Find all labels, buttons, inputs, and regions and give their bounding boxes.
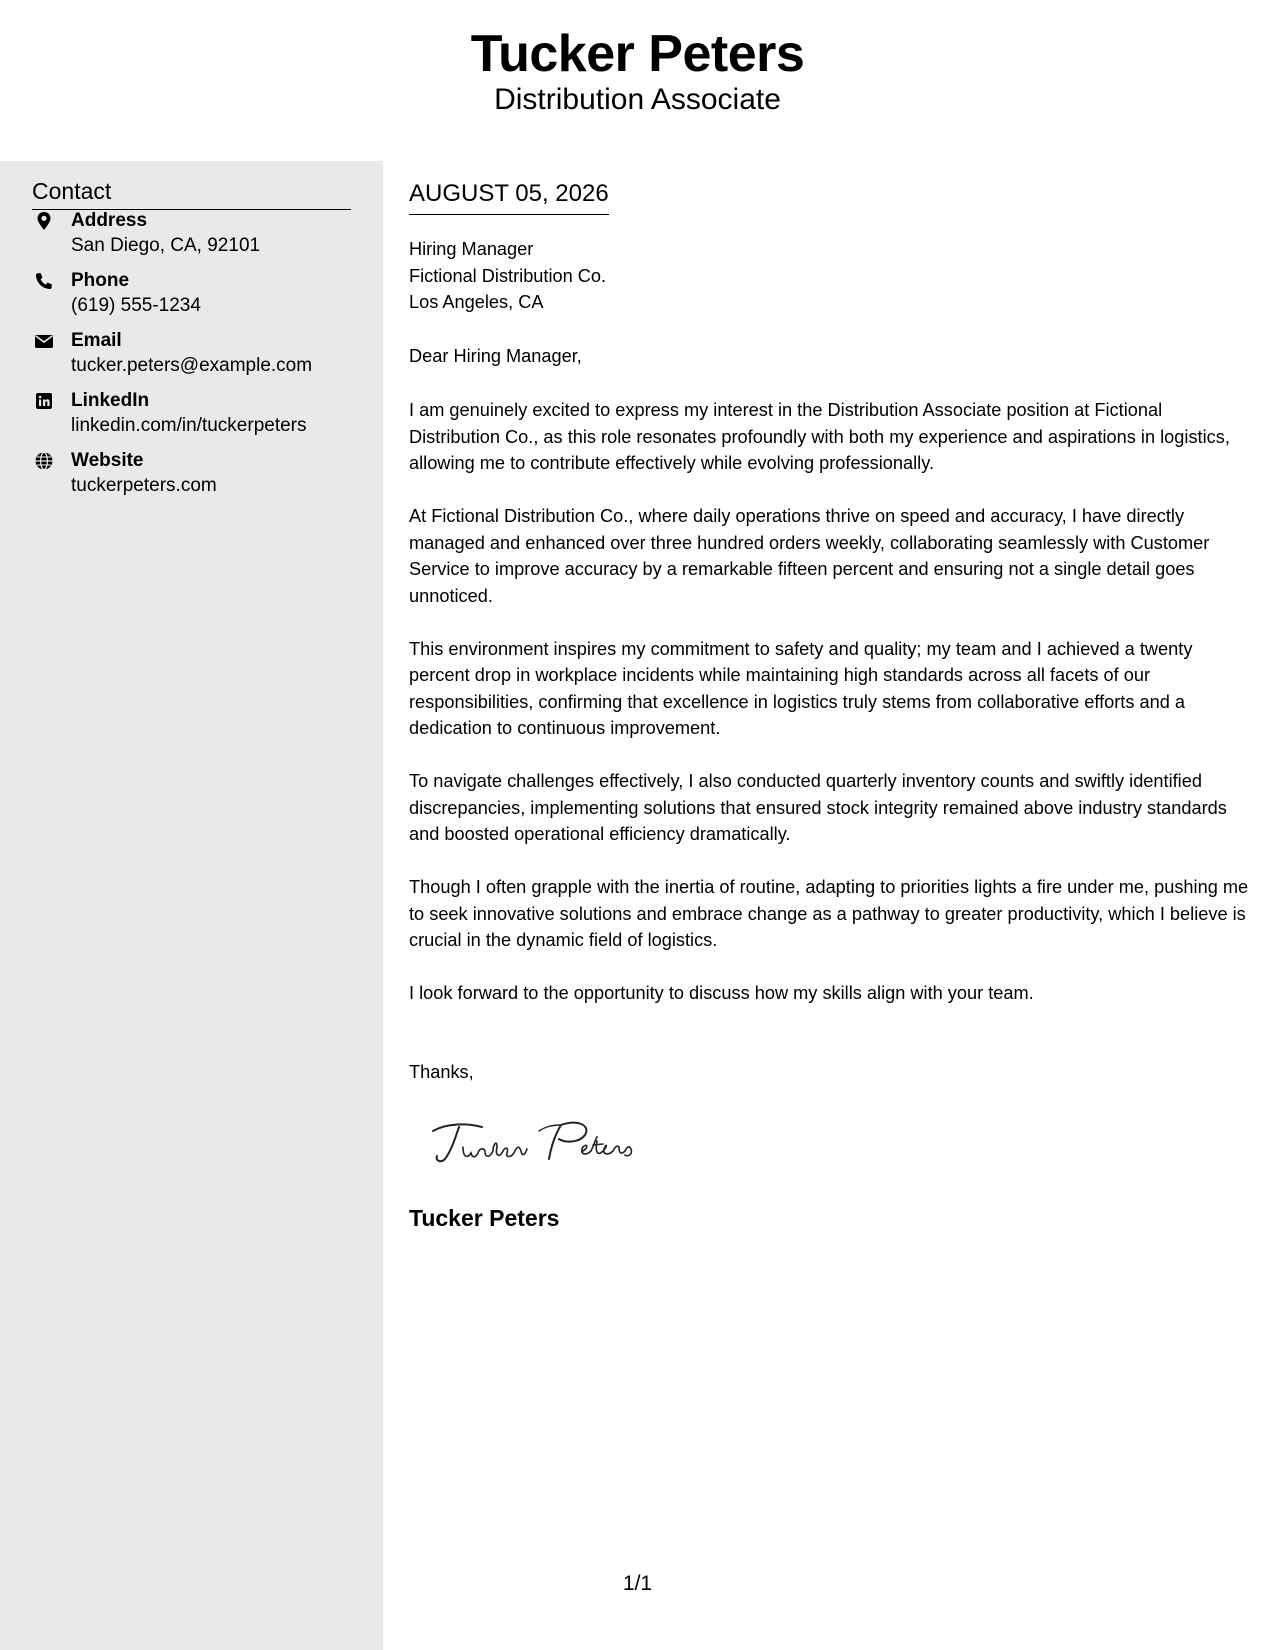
applicant-name: Tucker Peters bbox=[470, 25, 805, 83]
recipient-line: Los Angeles, CA bbox=[409, 292, 544, 312]
contact-value: San Diego, CA, 92101 bbox=[71, 235, 261, 256]
contact-label: LinkedIn bbox=[71, 390, 150, 411]
letter-header bbox=[0, 0, 1275, 161]
contact-item-email bbox=[32, 329, 372, 381]
recipient-line: Fictional Distribution Co. bbox=[409, 265, 607, 286]
closing: Thanks, bbox=[409, 1062, 474, 1082]
contact-item-phone bbox=[32, 269, 372, 321]
body-paragraphs bbox=[409, 397, 1255, 1033]
body-paragraph: I look forward to the opportunity to discuss how my skills align with your team. bbox=[409, 983, 1034, 1003]
contact-item-address bbox=[32, 209, 372, 261]
phone-icon bbox=[34, 271, 54, 291]
body-paragraph: Though I often grapple with the inertia of routine, adapting to priorities lights a fire under me, pushing me to seek innovative solutions and embrace change as a pathway to greater productivity, which I believe is crucial in the dynamic field of logistics. bbox=[409, 877, 1249, 950]
contact-label: Phone bbox=[71, 270, 130, 291]
letter-date: AUGUST 05, 2026 bbox=[409, 179, 609, 215]
contact-sidebar bbox=[0, 161, 383, 1650]
linkedin-icon bbox=[34, 391, 54, 411]
contact-item-website bbox=[32, 449, 372, 501]
envelope-icon bbox=[34, 331, 54, 351]
map-pin-icon bbox=[34, 211, 54, 231]
contact-label: Address bbox=[71, 210, 148, 231]
body-paragraph: At Fictional Distribution Co., where daily operations thrive on speed and accuracy, I have directly managed and enhanced over three hundred orders weekly, collaborating seamlessly with Customer Service to improve accuracy by a remarkable fifteen percent and ensuring not a single detail goes unnoticed. bbox=[409, 506, 1210, 606]
contact-value[interactable]: tuckerpeters.com bbox=[71, 475, 217, 496]
body-paragraph: This environment inspires my commitment to safety and quality; my team and I achieved a twenty percent drop in workplace incidents while maintaining high standards across all facets of our responsibilities, confirming that excellence in logistics truly stems from collaborative efforts and a dedication to continuous improvement. bbox=[409, 638, 1193, 738]
contact-label: Email bbox=[71, 330, 122, 351]
contact-item-linkedin bbox=[32, 389, 372, 441]
contact-heading: Contact bbox=[32, 175, 351, 210]
recipient-block bbox=[409, 236, 1255, 316]
body-paragraph: I am genuinely excited to express my interest in the Distribution Associate position at Fictional Distribution Co., as this role resonates profoundly with both my experience and aspirations in logistics, allowing me to contribute effectively while evolving professionally. bbox=[409, 400, 1230, 473]
body-paragraph: To navigate challenges effectively, I also conducted quarterly inventory counts and swiftly identified discrepancies, implementing solutions that ensured stock integrity remained above industry standards and boosted operational efficiency dramatically. bbox=[409, 771, 1227, 844]
handwritten-signature bbox=[427, 1111, 667, 1181]
contact-label: Website bbox=[71, 450, 144, 471]
applicant-title: Distribution Associate bbox=[494, 83, 781, 116]
salutation: Dear Hiring Manager, bbox=[409, 346, 582, 366]
contact-value: (619) 555-1234 bbox=[71, 295, 201, 316]
recipient-line: Hiring Manager bbox=[409, 239, 534, 259]
signer-name: Tucker Peters bbox=[409, 1205, 560, 1231]
globe-icon bbox=[34, 451, 54, 471]
page-number: 1/1 bbox=[622, 1572, 653, 1595]
contact-value[interactable]: tucker.peters@example.com bbox=[71, 355, 313, 376]
contact-value[interactable]: linkedin.com/in/tuckerpeters bbox=[71, 415, 307, 436]
